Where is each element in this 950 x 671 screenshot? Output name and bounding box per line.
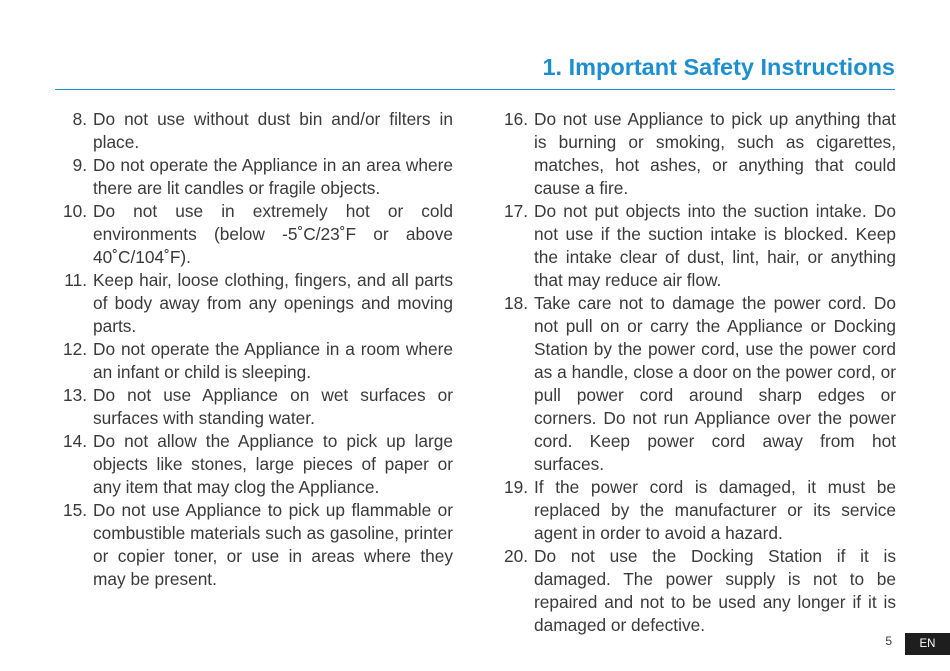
item-text: Do not use the Docking Station if it is damaged. The power supply is not to be repaired and not to be used any longer if it is damaged or defective. (534, 546, 896, 635)
list-item (496, 108, 896, 200)
list-item (55, 108, 453, 154)
language-badge: EN (905, 633, 950, 655)
header-divider (55, 89, 895, 90)
item-text: Take care not to damage the power cord. Do not pull on or carry the Appliance or Docking Station by the power cord, use the power cord as a handle, close a door on the power cord, or pull power cord around sharp edges or corners. Do not run Appliance over the power cord. Keep power cord away from hot surfaces. (534, 293, 896, 474)
list-item (55, 200, 453, 269)
item-number: 14. (62, 431, 87, 451)
page-title: 1. Important Safety Instructions (542, 54, 895, 80)
list-item (496, 200, 896, 292)
list-item (55, 499, 453, 591)
item-number: 20. (503, 546, 528, 566)
item-text: Do not use without dust bin and/or filters in place. (93, 109, 453, 152)
item-number: 18. (503, 293, 528, 313)
item-number: 17. (503, 201, 528, 221)
item-number: 9. (72, 155, 87, 175)
safety-list-left (55, 108, 453, 591)
item-number: 19. (503, 477, 528, 497)
item-number: 8. (72, 109, 87, 129)
item-number: 10. (62, 201, 87, 221)
list-item (55, 269, 453, 338)
item-number: 11. (64, 270, 87, 290)
item-text: Do not operate the Appliance in an area where there are lit candles or fragile objects. (93, 155, 453, 198)
item-number: 12. (62, 339, 87, 359)
list-item (55, 154, 453, 200)
list-item (55, 384, 453, 430)
item-text: Do not operate the Appliance in a room where an infant or child is sleeping. (93, 339, 453, 382)
item-text: Do not use Appliance to pick up anything that is burning or smoking, such as cigarettes, matches, hot ashes, or anything that could cause a fire. (534, 109, 896, 198)
item-text: Do not use Appliance on wet surfaces or surfaces with standing water. (93, 385, 453, 428)
item-number: 13. (62, 385, 87, 405)
item-text: Do not use in extremely hot or cold environments (below -5˚C/23˚F or above 40˚C/104˚F). (93, 201, 453, 267)
item-text: Do not use Appliance to pick up flammable or combustible materials such as gasoline, printer or copier toner, or use in areas where they may be present. (93, 500, 453, 589)
item-number: 16. (503, 109, 528, 129)
list-item (496, 476, 896, 545)
item-text: If the power cord is damaged, it must be replaced by the manufacturer or its service agent in order to avoid a hazard. (534, 477, 896, 543)
page-number: 5 (885, 634, 892, 648)
list-item (55, 338, 453, 384)
item-text: Do not allow the Appliance to pick up large objects like stones, large pieces of paper or any item that may clog the Appliance. (93, 431, 453, 497)
list-item (55, 430, 453, 499)
list-item (496, 292, 896, 476)
list-item (496, 545, 896, 637)
safety-list-right (496, 108, 896, 637)
item-text: Do not put objects into the suction intake. Do not use if the suction intake is blocked. Keep the intake clear of dust, lint, hair, or anything that may reduce air flow. (534, 201, 896, 290)
item-text: Keep hair, loose clothing, fingers, and all parts of body away from any openings and moving parts. (93, 270, 453, 336)
item-number: 15. (62, 500, 87, 520)
